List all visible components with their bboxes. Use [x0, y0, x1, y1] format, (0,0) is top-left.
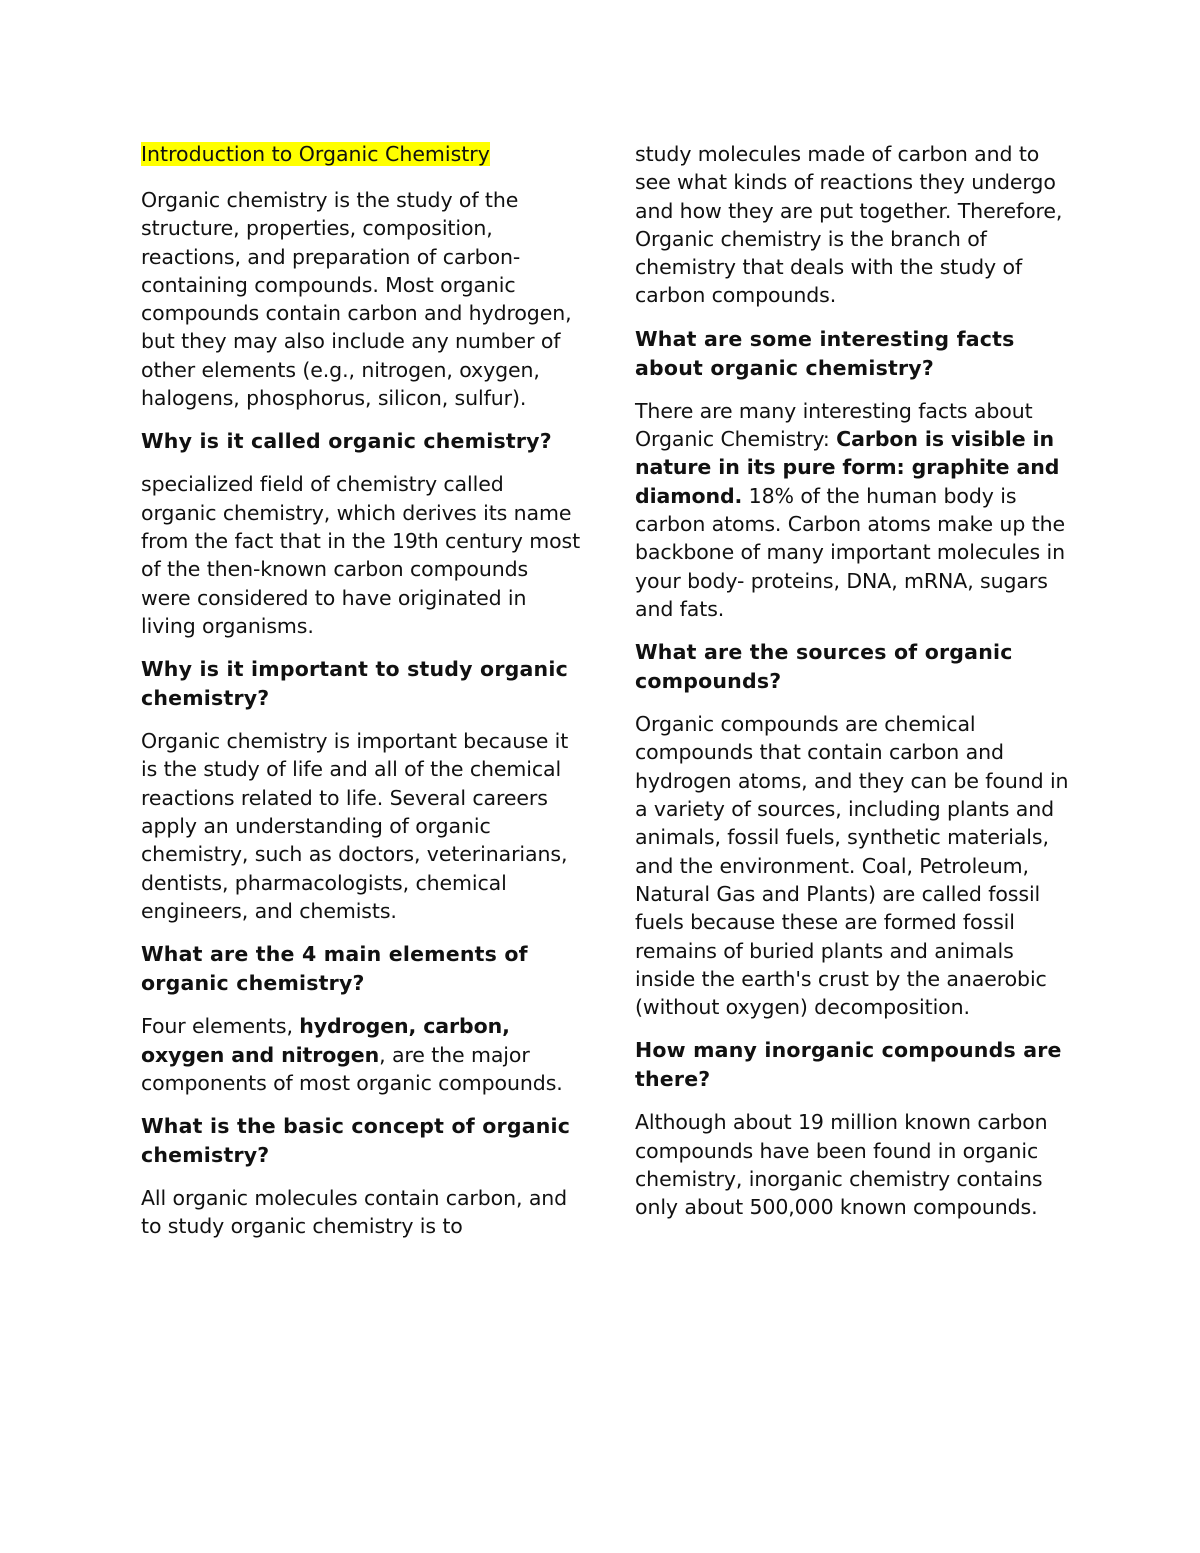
title-wrap [141, 140, 581, 170]
question-sources: What are the sources of organic compounds? [635, 640, 1013, 694]
page-title: Introduction to Organic Chemistry [141, 142, 490, 166]
answer-interesting-facts-bold: Carbon is visible in nature in its pure form: graphite and diamond. [635, 427, 1060, 508]
question-basic-concept: What is the basic concept of organic chemistry? [141, 1114, 571, 1168]
right-column [635, 140, 1075, 1237]
answer-interesting-facts [635, 397, 1075, 623]
answer-basic-concept-part2: study molecules made of carbon and to see what kinds of reactions they undergo and how they are put together. Therefore, Organic chemistry is the branch of chemistry that deals with the study of carbon compounds. [635, 142, 1063, 308]
answer-main-elements-post: , are the major components of most organic compounds. [141, 1042, 563, 1095]
question-interesting-facts: What are some interesting facts about organic chemistry? [635, 326, 1015, 380]
answer-main-elements-bold: hydrogen, carbon, oxygen and nitrogen [141, 1014, 510, 1067]
answer-interesting-facts-pre: There are many interesting facts about Organic Chemistry: [635, 398, 1033, 452]
question-main-elements: What are the 4 main elements of organic chemistry? [141, 942, 528, 996]
answer-main-elements [141, 1012, 581, 1097]
left-column [141, 140, 581, 1256]
question-why-important: Why is it important to study organic chemistry? [141, 657, 568, 711]
question-inorganic-count: How many inorganic compounds are there? [635, 1038, 1062, 1092]
answer-interesting-facts-post: 18% of the human body is carbon atoms. Carbon atoms make up the backbone of many important molecules in your body- proteins, DNA, mRNA, sugars and fats. [635, 483, 1066, 621]
answer-inorganic-count: Although about 19 million known carbon compounds have been found in organic chemistry, inorganic chemistry contains only about 500,000 known compounds. [635, 1110, 1048, 1220]
answer-basic-concept-part1: All organic molecules contain carbon, and to study organic chemistry is to [141, 1186, 568, 1239]
answer-why-called: specialized field of chemistry called organic chemistry, which derives its name from the fact that in the 19th century most of the then-known carbon compounds were considered to have originated in living organisms. [141, 472, 581, 638]
question-why-called: Why is it called organic chemistry? [141, 429, 552, 454]
answer-main-elements-pre: Four elements, [141, 1014, 300, 1039]
answer-sources: Organic compounds are chemical compounds that contain carbon and hydrogen atoms, and they can be found in a variety of sources, including plants and animals, fossil fuels, synthetic materials, and the environment. Coal, Petroleum, Natural Gas and Plants) are called fossil fuels because these are formed fossil remains of buried plants and animals inside the earth's crust by the anaerobic (without oxygen) decomposition. [635, 712, 1069, 1020]
answer-why-important: Organic chemistry is important because it is the study of life and all of the chemical reactions related to life. Several careers apply an understanding of organic chemistry, such as doctors, veterinarians, dentists, pharmacologists, chemical engineers, and chemists. [141, 729, 569, 923]
intro-paragraph: Organic chemistry is the study of the structure, properties, composition, reactions, and preparation of carbon-containing compounds. Most organic compounds contain carbon and hydrogen, but they may also include any number of other elements (e.g., nitrogen, oxygen, halogens, phosphorus, silicon, sulfur). [141, 188, 572, 411]
